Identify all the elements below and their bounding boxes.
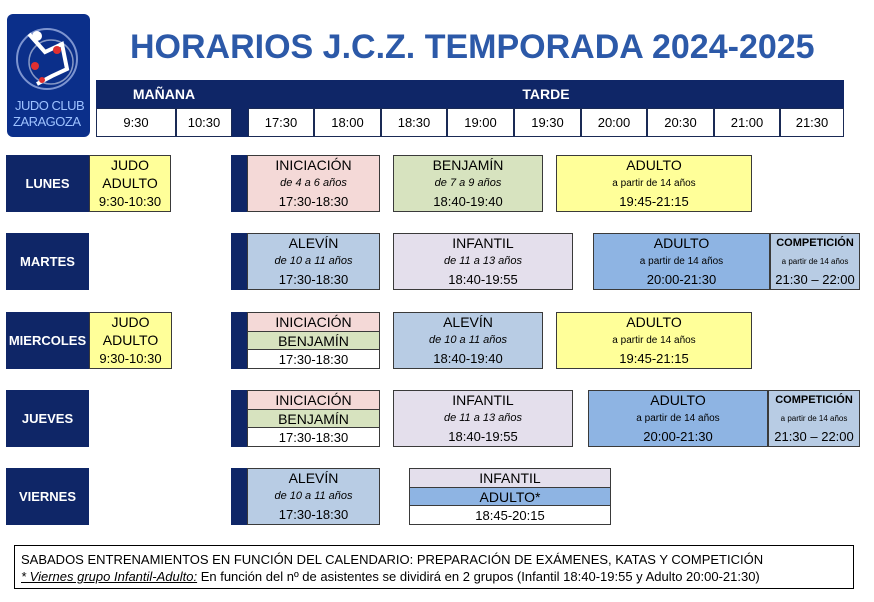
class-block-adulto (593, 233, 770, 290)
footer-notes (14, 545, 854, 589)
day-label-wednesday: MIERCOLES (6, 312, 89, 369)
day-label-thursday: JUEVES (6, 390, 89, 447)
logo-text-1: JUDO CLUB (15, 98, 85, 113)
time-cell: 20:00 (581, 108, 647, 137)
class-name: ADULTO (626, 314, 682, 331)
time-cell: 19:00 (447, 108, 514, 137)
day-label-friday: VIERNES (6, 468, 89, 525)
club-logo (7, 14, 90, 137)
class-block-adulto (588, 390, 768, 447)
class-block-iniciacion (247, 155, 380, 212)
class-time: 21:30 – 22:00 (775, 272, 855, 288)
class-ages: de 10 a 11 años (274, 255, 353, 268)
class-block-competicion (768, 390, 860, 447)
class-name: JUDO (110, 157, 150, 174)
header-divider (232, 80, 248, 137)
day-label-monday: LUNES (6, 155, 89, 212)
class-time: 17:30-18:30 (248, 349, 379, 368)
class-ages: a partir de 14 años (780, 413, 848, 423)
logo-text-2: ZARAGOZA (13, 114, 81, 129)
class-block-alevin (247, 233, 380, 290)
class-name: INICIACIÓN (275, 157, 352, 174)
time-cell: 21:00 (714, 108, 780, 137)
class-name: INFANTIL (410, 469, 610, 487)
class-time: 9:30-10:30 (98, 194, 162, 210)
row-divider (231, 155, 247, 212)
time-cell: 18:00 (314, 108, 381, 137)
class-name: ADULTO (653, 235, 710, 252)
class-time: 9:30-10:30 (99, 351, 162, 367)
class-name: BENJAMÍN (432, 157, 504, 174)
class-name: INICIACIÓN (248, 391, 379, 409)
class-name: ALEVÍN (443, 314, 493, 331)
header-morning: MAÑANA (96, 80, 232, 108)
header-afternoon: TARDE (248, 80, 844, 108)
class-block-infantil (393, 390, 573, 447)
class-name: COMPETICIÓN (776, 237, 854, 250)
footer-line-friday-note (21, 568, 847, 585)
class-block-infantil (393, 233, 573, 290)
class-name: ALEVÍN (288, 235, 339, 252)
class-time: 17:30-18:30 (278, 507, 349, 523)
class-name: INICIACIÓN (248, 313, 379, 331)
class-time: 17:30-18:30 (278, 194, 349, 210)
class-time: 18:40-19:40 (433, 194, 503, 210)
class-block-judo-adulto (89, 155, 171, 212)
footer-note-text: En función del nº de asistentes se dividirá en 2 grupos (Infantil 18:40-19:55 y Adulto 20:00-21:30) (197, 569, 760, 584)
class-ages: a partir de 14 años (636, 412, 720, 424)
class-block-iniciacion-benjamin (247, 390, 380, 447)
class-block-iniciacion-benjamin (247, 312, 380, 369)
class-block-competicion (770, 233, 860, 290)
class-time: 19:45-21:15 (619, 194, 689, 210)
footer-note-label: * Viernes grupo Infantil-Adulto: (21, 569, 198, 584)
class-time: 19:45-21:15 (619, 351, 689, 367)
class-time: 17:30-18:30 (248, 427, 379, 446)
class-time: 18:45-20:15 (410, 505, 610, 524)
class-ages: de 11 a 13 años (443, 412, 523, 425)
class-ages: de 10 a 11 años (428, 334, 508, 347)
class-block-judo-adulto (89, 312, 172, 369)
class-name: INFANTIL (452, 392, 514, 409)
time-cell: 18:30 (381, 108, 447, 137)
class-time: 18:40-19:40 (433, 351, 503, 367)
time-cell: 20:30 (647, 108, 714, 137)
class-block-adulto (556, 155, 752, 212)
time-cell: 19:30 (514, 108, 581, 137)
class-ages: de 11 a 13 años (443, 255, 523, 268)
class-name: JUDO (111, 314, 150, 331)
class-name: ADULTO (102, 332, 159, 349)
footer-line-saturday: SABADOS ENTRENAMIENTOS EN FUNCIÓN DEL CALENDARIO: PREPARACIÓN DE EXÁMENES, KATAS Y COMPETICIÓN (21, 552, 764, 567)
time-cell: 9:30 (96, 108, 176, 137)
class-name: BENJAMÍN (248, 409, 379, 428)
class-name: ADULTO (650, 392, 706, 409)
class-ages: a partir de 14 años (612, 177, 696, 189)
class-block-benjamin (393, 155, 543, 212)
class-time: 18:40-19:55 (448, 429, 518, 445)
time-cell: 21:30 (780, 108, 844, 137)
class-ages: a partir de 14 años (612, 334, 696, 346)
class-block-infantil-adulto (409, 468, 611, 525)
row-divider (231, 233, 247, 290)
time-cell: 10:30 (176, 108, 232, 137)
time-cell: 17:30 (248, 108, 314, 137)
class-ages: a partir de 14 años (639, 255, 724, 267)
class-name: ALEVÍN (288, 470, 339, 487)
row-divider (231, 468, 247, 525)
class-name: ADULTO (626, 157, 682, 174)
class-ages: de 4 a 6 años (280, 177, 347, 190)
class-ages: de 7 a 9 años (434, 177, 502, 190)
class-time: 18:40-19:55 (448, 272, 518, 288)
class-ages: de 10 a 11 años (274, 490, 353, 503)
class-time: 20:00-21:30 (646, 272, 717, 288)
class-block-alevin (393, 312, 543, 369)
class-time: 21:30 – 22:00 (774, 429, 854, 445)
class-time: 20:00-21:30 (643, 429, 713, 445)
class-name: ADULTO (102, 175, 158, 192)
class-name: BENJAMÍN (248, 331, 379, 350)
class-name: ADULTO* (410, 487, 610, 506)
class-time: 17:30-18:30 (278, 272, 349, 288)
day-label-tuesday: MARTES (6, 233, 89, 290)
class-block-alevin (247, 468, 380, 525)
class-ages: a partir de 14 años (781, 256, 849, 266)
page-title: HORARIOS J.C.Z. TEMPORADA 2024-2025 (130, 28, 815, 66)
class-block-adulto (556, 312, 752, 369)
class-name: COMPETICIÓN (775, 394, 853, 407)
row-divider (231, 390, 247, 447)
row-divider (231, 312, 247, 369)
class-name: INFANTIL (452, 235, 514, 252)
